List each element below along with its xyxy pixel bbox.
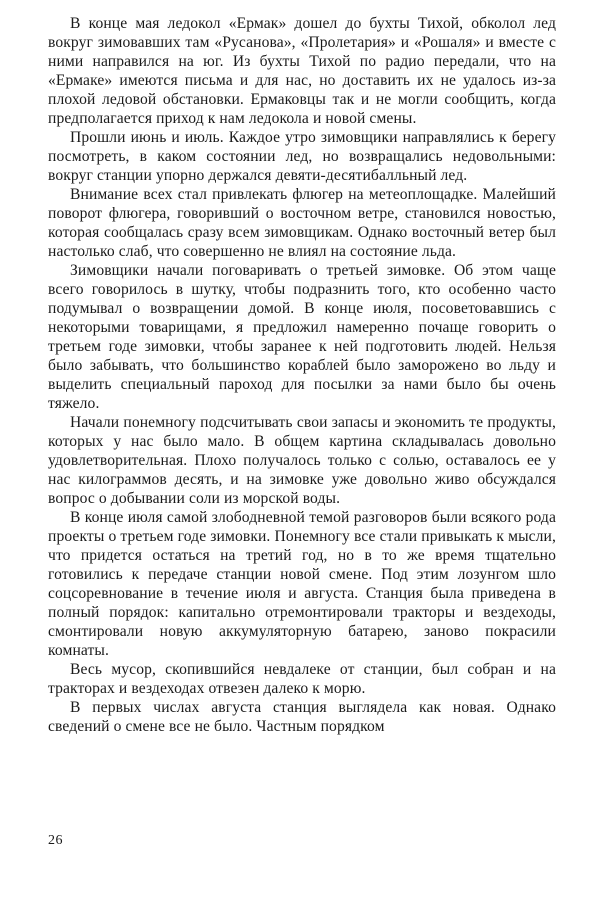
paragraph-8: В первых числах августа станция выглядела как новая. Однако сведений о смене все не было. Частным порядком: [48, 699, 556, 735]
paragraph-6: В конце июля самой злободневной темой разговоров были всякого рода проекты о третьем годе зимовки. Понемногу все стали привыкать к мысли, что придется остаться на третий год, но в то же время тщательно готовились к передаче станции новой смене. Под этим лозунгом шло соцсоревнование в течение июля и августа. Станция была приведена в полный порядок: капитально отремонтировали тракторы и вездеходы, смонтировали новую аккумуляторную батарею, заново покрасили комнаты.: [48, 509, 556, 659]
paragraph-7: Весь мусор, скопившийся невдалеке от станции, был собран и на тракторах и вездеходах отвезен далеко к морю.: [48, 661, 556, 697]
paragraph-1: В конце мая ледокол «Ермак» дошел до бухты Тихой, обколол лед вокруг зимовавших там «Русанова», «Пролетария» и «Рошаля» и вместе с ними направился на юг. Из бухты Тихой по радио передали, что на «Ермаке» имеются письма и для нас, но доставить их не удалось из-за плохой ледовой обстановки. Ермаковцы так и не могли сообщить, когда предполагается приход к нам ледокола и новой смены.: [48, 15, 556, 127]
paragraph-4: Зимовщики начали поговаривать о третьей зимовке. Об этом чаще всего говорилось в шутку, чтобы подразнить того, кто особенно часто подумывал о возвращении домой. В конце июля, посоветовавшись с некоторыми товарищами, я предложил намеренно почаще говорить о третьем годе зимовки, чтобы заранее к ней подготовить людей. Нельзя было забывать, что большинство кораблей было заморожено во льду и выделить специальный пароход для посылки за нами было бы очень тяжело.: [48, 262, 556, 412]
page-number: 26: [48, 833, 63, 848]
paragraph-3: Внимание всех стал привлекать флюгер на метеоплощадке. Малейший поворот флюгера, говоривший о восточном ветре, становился новостью, которая сообщалась сразу всем зимовщикам. Однако восточный ветер был настолько слаб, что совершенно не влиял на состояние льда.: [48, 186, 556, 260]
paragraph-2: Прошли июнь и июль. Каждое утро зимовщики направлялись к берегу посмотреть, в каком состоянии лед, но возвращались недовольными: вокруг станции упорно держался девяти-десятибалльный лед.: [48, 129, 556, 184]
body-text: [48, 14, 556, 736]
book-page: [48, 14, 556, 886]
paragraph-5: Начали понемногу подсчитывать свои запасы и экономить те продукты, которых у нас было мало. В общем картина складывалась довольно удовлетворительная. Плохо получалось только с солью, оставалось ее у нас килограммов десять, и на зимовке уже довольно живо обсуждался вопрос о добывании соли из морской воды.: [48, 414, 556, 507]
